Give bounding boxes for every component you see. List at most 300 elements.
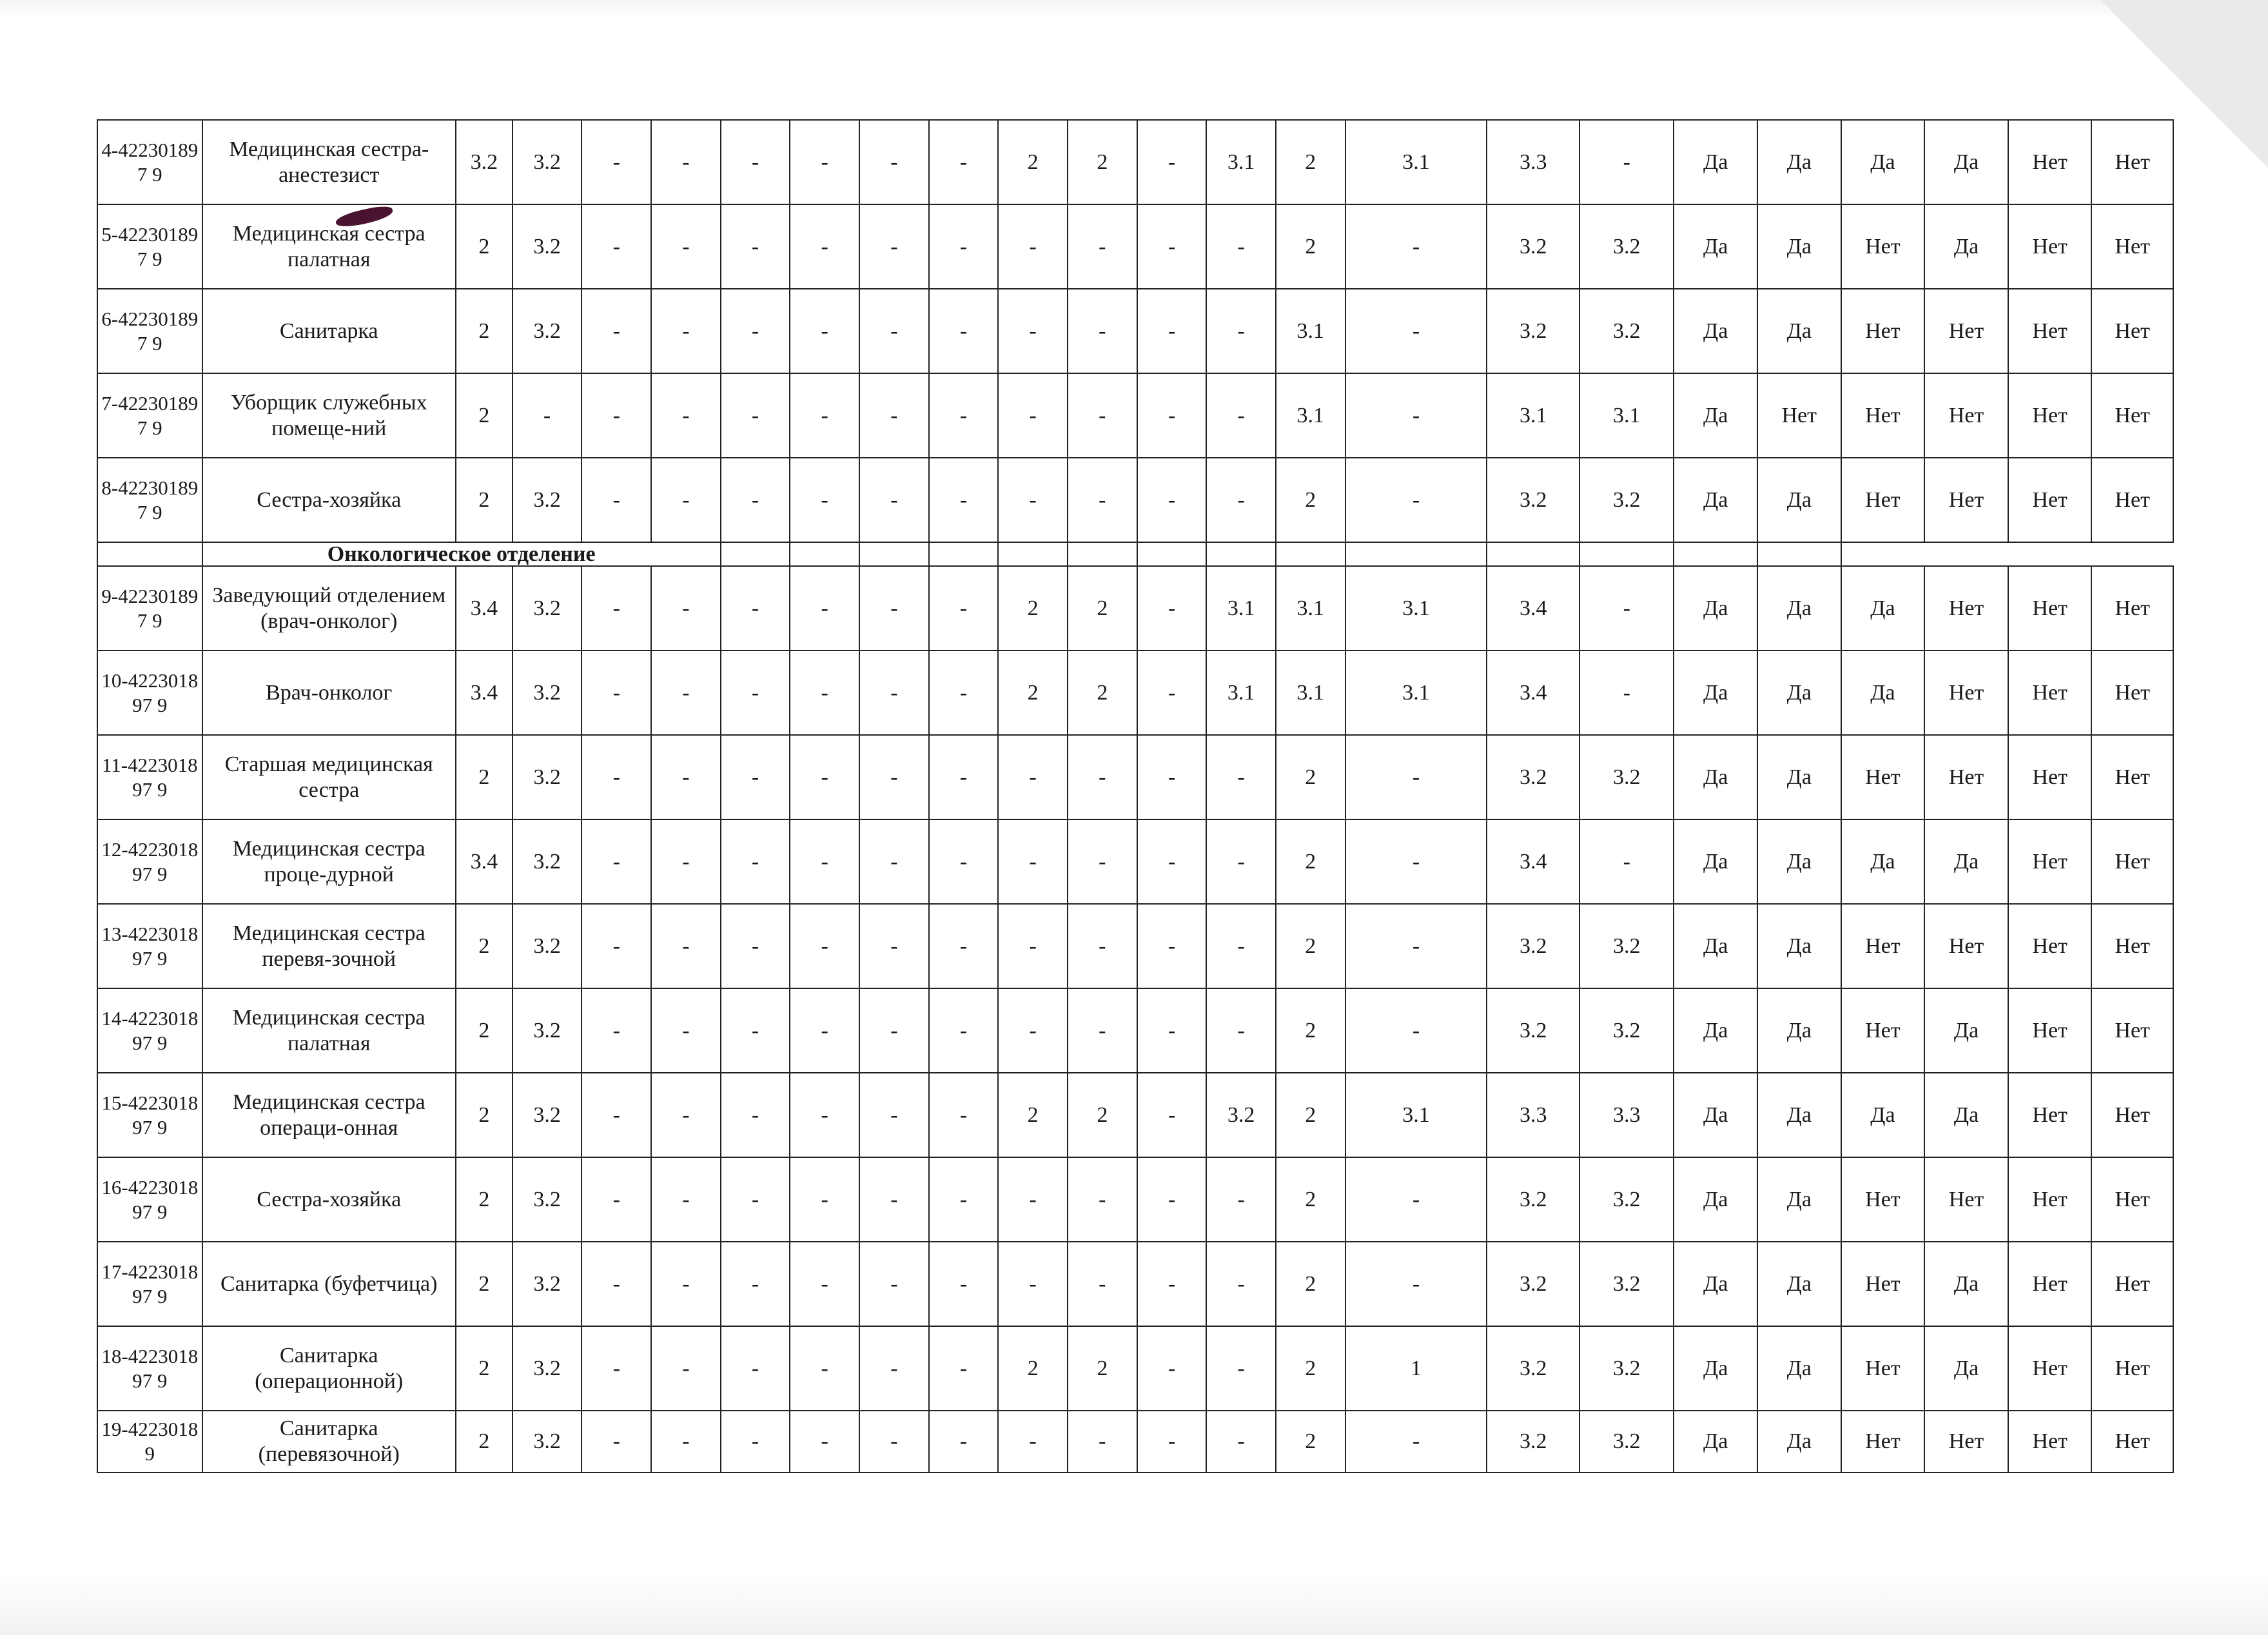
value-cell: - xyxy=(1137,1411,1207,1473)
value-cell: - xyxy=(929,819,999,904)
value-cell: Да xyxy=(1674,120,1757,204)
value-cell: - xyxy=(513,373,582,458)
empty-cell xyxy=(929,542,999,566)
value-cell: - xyxy=(790,458,859,542)
value-cell: - xyxy=(582,204,651,289)
value-cell: - xyxy=(1068,204,1137,289)
table-row xyxy=(97,373,2173,458)
value-cell: Да xyxy=(1757,120,1841,204)
value-cell: - xyxy=(1137,819,1207,904)
value-cell: 2 xyxy=(1068,566,1137,651)
value-cell: - xyxy=(859,819,929,904)
value-cell: - xyxy=(582,1157,651,1242)
value-cell: 3.2 xyxy=(1487,204,1579,289)
value-cell: Да xyxy=(1674,1326,1757,1411)
value-cell: Нет xyxy=(2091,904,2173,988)
value-cell: 3.2 xyxy=(1579,1157,1674,1242)
value-cell: Нет xyxy=(1841,1411,1925,1473)
value-cell: Да xyxy=(1674,988,1757,1073)
value-cell: - xyxy=(1579,651,1674,735)
value-cell: - xyxy=(1137,988,1207,1073)
value-cell: 3.2 xyxy=(513,651,582,735)
value-cell: Нет xyxy=(2091,1242,2173,1326)
value-cell: - xyxy=(1345,1157,1487,1242)
empty-cell xyxy=(1579,542,1674,566)
value-cell: Да xyxy=(1841,819,1925,904)
value-cell: - xyxy=(790,1157,859,1242)
value-cell: Да xyxy=(1674,289,1757,373)
value-cell: - xyxy=(721,988,790,1073)
value-cell: - xyxy=(582,566,651,651)
value-cell: - xyxy=(859,904,929,988)
section-oncology xyxy=(97,542,2173,566)
value-cell: - xyxy=(582,373,651,458)
value-cell: - xyxy=(1068,819,1137,904)
value-cell: - xyxy=(1137,1326,1207,1411)
value-cell: - xyxy=(790,988,859,1073)
value-cell: - xyxy=(1345,988,1487,1073)
value-cell: - xyxy=(859,289,929,373)
value-cell: 2 xyxy=(1276,204,1345,289)
empty-cell xyxy=(1674,542,1757,566)
workplace-code: 8-422301897 9 xyxy=(97,458,202,542)
value-cell: 2 xyxy=(1276,1326,1345,1411)
value-cell: - xyxy=(929,566,999,651)
value-cell: - xyxy=(998,373,1068,458)
value-cell: 3.2 xyxy=(513,120,582,204)
value-cell: - xyxy=(1345,1242,1487,1326)
value-cell: Да xyxy=(1674,566,1757,651)
position-name: Сестра-хозяйка xyxy=(202,458,456,542)
workplace-code: 19-42230189 xyxy=(97,1411,202,1473)
value-cell: Да xyxy=(1757,1411,1841,1473)
value-cell: Да xyxy=(1757,1326,1841,1411)
value-cell: - xyxy=(929,204,999,289)
empty-cell xyxy=(1487,542,1579,566)
value-cell: Да xyxy=(1674,1157,1757,1242)
value-cell: Нет xyxy=(2008,120,2092,204)
value-cell: 3.1 xyxy=(1345,120,1487,204)
value-cell: - xyxy=(998,1157,1068,1242)
value-cell: Нет xyxy=(2091,735,2173,819)
value-cell: - xyxy=(859,204,929,289)
value-cell: Нет xyxy=(2008,204,2092,289)
value-cell: - xyxy=(998,1242,1068,1326)
value-cell: 2 xyxy=(1276,1157,1345,1242)
table-row xyxy=(97,735,2173,819)
value-cell: Нет xyxy=(2091,373,2173,458)
value-cell: - xyxy=(1206,289,1276,373)
value-cell: 3.2 xyxy=(513,904,582,988)
value-cell: Нет xyxy=(1924,651,2008,735)
workplace-code: 5-422301897 9 xyxy=(97,204,202,289)
value-cell: - xyxy=(582,1411,651,1473)
value-cell: 3.2 xyxy=(513,988,582,1073)
empty-cell xyxy=(721,542,790,566)
position-name: Врач-онколог xyxy=(202,651,456,735)
value-cell: 3.4 xyxy=(1487,566,1579,651)
value-cell: 3.2 xyxy=(1487,904,1579,988)
value-cell: Да xyxy=(1674,904,1757,988)
value-cell: Да xyxy=(1757,904,1841,988)
value-cell: 3.2 xyxy=(1579,735,1674,819)
value-cell: 2 xyxy=(998,566,1068,651)
value-cell: - xyxy=(721,735,790,819)
value-cell: - xyxy=(651,651,721,735)
value-cell: - xyxy=(929,988,999,1073)
value-cell: Нет xyxy=(2008,1157,2092,1242)
value-cell: 3.2 xyxy=(1579,1411,1674,1473)
value-cell: Нет xyxy=(2008,1242,2092,1326)
value-cell: - xyxy=(582,1326,651,1411)
value-cell: - xyxy=(929,1242,999,1326)
empty-cell xyxy=(1137,542,1207,566)
value-cell: - xyxy=(1206,1157,1276,1242)
value-cell: 3.1 xyxy=(1345,566,1487,651)
value-cell: - xyxy=(1137,735,1207,819)
value-cell: 3.2 xyxy=(513,819,582,904)
value-cell: 3.2 xyxy=(1487,1411,1579,1473)
table-row xyxy=(97,1073,2173,1157)
value-cell: 3.2 xyxy=(1487,458,1579,542)
workplace-code: 11-422301897 9 xyxy=(97,735,202,819)
value-cell: 2 xyxy=(998,1326,1068,1411)
workplace-code: 17-422301897 9 xyxy=(97,1242,202,1326)
value-cell: Да xyxy=(1924,204,2008,289)
value-cell: Да xyxy=(1674,1411,1757,1473)
position-name: Медицинская сестра перевя-зочной xyxy=(202,904,456,988)
value-cell: Да xyxy=(1757,458,1841,542)
value-cell: Нет xyxy=(1924,735,2008,819)
value-cell: - xyxy=(1345,735,1487,819)
value-cell: - xyxy=(721,1073,790,1157)
value-cell: 3.2 xyxy=(513,458,582,542)
position-name: Санитарка (перевязочной) xyxy=(202,1411,456,1473)
value-cell: - xyxy=(998,458,1068,542)
value-cell: 3.2 xyxy=(1487,1326,1579,1411)
position-name: Уборщик служебных помеще-ний xyxy=(202,373,456,458)
value-cell: 2 xyxy=(998,1073,1068,1157)
value-cell: - xyxy=(721,120,790,204)
table-row xyxy=(97,1411,2173,1473)
value-cell: Да xyxy=(1924,1326,2008,1411)
value-cell: - xyxy=(582,735,651,819)
position-name: Санитарка (буфетчица) xyxy=(202,1242,456,1326)
value-cell: - xyxy=(1068,373,1137,458)
value-cell: 2 xyxy=(456,1411,513,1473)
value-cell: - xyxy=(1206,1411,1276,1473)
value-cell: 2 xyxy=(1276,458,1345,542)
value-cell: - xyxy=(1068,458,1137,542)
value-cell: - xyxy=(929,1157,999,1242)
value-cell: Нет xyxy=(2091,988,2173,1073)
value-cell: Нет xyxy=(1757,373,1841,458)
value-cell: - xyxy=(790,735,859,819)
value-cell: Да xyxy=(1674,735,1757,819)
value-cell: - xyxy=(651,120,721,204)
value-cell: 3.1 xyxy=(1487,373,1579,458)
value-cell: Да xyxy=(1924,1242,2008,1326)
value-cell: Да xyxy=(1841,566,1925,651)
value-cell: Да xyxy=(1757,566,1841,651)
value-cell: 3.2 xyxy=(1487,735,1579,819)
value-cell: - xyxy=(1206,1326,1276,1411)
value-cell: Да xyxy=(1924,819,2008,904)
value-cell: 3.2 xyxy=(513,1242,582,1326)
value-cell: Нет xyxy=(1841,735,1925,819)
value-cell: - xyxy=(1579,120,1674,204)
value-cell: - xyxy=(582,819,651,904)
value-cell: Нет xyxy=(1924,458,2008,542)
value-cell: - xyxy=(998,735,1068,819)
position-name: Медицинская сестра-анестезист xyxy=(202,120,456,204)
value-cell: Да xyxy=(1674,1073,1757,1157)
empty-cell xyxy=(790,542,859,566)
value-cell: - xyxy=(721,1242,790,1326)
value-cell: 3.1 xyxy=(1276,651,1345,735)
value-cell: Да xyxy=(1757,735,1841,819)
table-row xyxy=(97,819,2173,904)
value-cell: Да xyxy=(1674,651,1757,735)
value-cell: 2 xyxy=(1276,988,1345,1073)
empty-cell xyxy=(1068,542,1137,566)
value-cell: - xyxy=(998,204,1068,289)
value-cell: Нет xyxy=(1841,1157,1925,1242)
value-cell: - xyxy=(1206,1242,1276,1326)
value-cell: Нет xyxy=(2008,735,2092,819)
value-cell: Нет xyxy=(2091,819,2173,904)
value-cell: 3.2 xyxy=(513,735,582,819)
value-cell: - xyxy=(1137,458,1207,542)
value-cell: - xyxy=(1068,1411,1137,1473)
workplace-code: 12-422301897 9 xyxy=(97,819,202,904)
value-cell: - xyxy=(859,1326,929,1411)
empty-cell xyxy=(1206,542,1276,566)
value-cell: 3.3 xyxy=(1487,1073,1579,1157)
value-cell: - xyxy=(1345,373,1487,458)
value-cell: - xyxy=(1345,204,1487,289)
value-cell: Нет xyxy=(2008,566,2092,651)
value-cell: - xyxy=(651,1073,721,1157)
value-cell: Да xyxy=(1674,1242,1757,1326)
value-cell: Да xyxy=(1757,1157,1841,1242)
value-cell: - xyxy=(859,458,929,542)
value-cell: - xyxy=(790,120,859,204)
value-cell: - xyxy=(1345,289,1487,373)
value-cell: 2 xyxy=(1068,1073,1137,1157)
value-cell: 2 xyxy=(456,458,513,542)
value-cell: - xyxy=(859,1073,929,1157)
value-cell: Нет xyxy=(2091,289,2173,373)
position-name: Медицинская сестра палатная xyxy=(202,204,456,289)
value-cell: - xyxy=(790,1073,859,1157)
value-cell: - xyxy=(1206,204,1276,289)
value-cell: - xyxy=(790,566,859,651)
value-cell: - xyxy=(929,904,999,988)
value-cell: Нет xyxy=(1924,1411,2008,1473)
value-cell: 3.2 xyxy=(1487,1242,1579,1326)
value-cell: - xyxy=(651,735,721,819)
value-cell: - xyxy=(1137,373,1207,458)
value-cell: 2 xyxy=(1276,1073,1345,1157)
value-cell: - xyxy=(1068,904,1137,988)
position-name: Санитарка (операционной) xyxy=(202,1326,456,1411)
value-cell: - xyxy=(651,204,721,289)
value-cell: Да xyxy=(1924,988,2008,1073)
value-cell: Нет xyxy=(2091,1157,2173,1242)
value-cell: 3.2 xyxy=(513,289,582,373)
value-cell: - xyxy=(929,458,999,542)
value-cell: - xyxy=(859,1242,929,1326)
value-cell: Нет xyxy=(1841,988,1925,1073)
value-cell: Нет xyxy=(1841,373,1925,458)
value-cell: - xyxy=(1206,988,1276,1073)
value-cell: Да xyxy=(1757,204,1841,289)
value-cell: - xyxy=(721,204,790,289)
table-row xyxy=(97,1326,2173,1411)
value-cell: - xyxy=(859,735,929,819)
value-cell: 2 xyxy=(998,651,1068,735)
value-cell: 2 xyxy=(1276,120,1345,204)
position-name: Санитарка xyxy=(202,289,456,373)
value-cell: Да xyxy=(1841,651,1925,735)
value-cell: - xyxy=(1137,204,1207,289)
value-cell: Нет xyxy=(2091,1411,2173,1473)
value-cell: 3.1 xyxy=(1345,651,1487,735)
value-cell: Да xyxy=(1674,819,1757,904)
value-cell: - xyxy=(721,1157,790,1242)
value-cell: - xyxy=(790,1411,859,1473)
value-cell: - xyxy=(582,1242,651,1326)
value-cell: Нет xyxy=(1841,289,1925,373)
value-cell: - xyxy=(1137,289,1207,373)
value-cell: - xyxy=(651,1326,721,1411)
value-cell: Нет xyxy=(2091,458,2173,542)
value-cell: - xyxy=(651,566,721,651)
value-cell: 2 xyxy=(1068,120,1137,204)
value-cell: Нет xyxy=(2008,289,2092,373)
value-cell: 2 xyxy=(456,988,513,1073)
value-cell: Да xyxy=(1757,289,1841,373)
value-cell: 3.2 xyxy=(513,204,582,289)
value-cell: - xyxy=(721,651,790,735)
value-cell: - xyxy=(1137,1242,1207,1326)
value-cell: 3.4 xyxy=(1487,651,1579,735)
value-cell: - xyxy=(1206,373,1276,458)
value-cell: - xyxy=(1345,1411,1487,1473)
value-cell: Да xyxy=(1674,458,1757,542)
value-cell: - xyxy=(651,988,721,1073)
value-cell: 3.3 xyxy=(1579,1073,1674,1157)
table-row xyxy=(97,988,2173,1073)
value-cell: 2 xyxy=(1276,819,1345,904)
value-cell: Нет xyxy=(2091,1073,2173,1157)
value-cell: - xyxy=(651,1242,721,1326)
value-cell: Да xyxy=(1841,120,1925,204)
value-cell: 3.2 xyxy=(456,120,513,204)
value-cell: 2 xyxy=(456,904,513,988)
value-cell: Нет xyxy=(1841,458,1925,542)
workplace-code: 15-422301897 9 xyxy=(97,1073,202,1157)
top-rows xyxy=(97,120,2173,542)
value-cell: 2 xyxy=(456,735,513,819)
value-cell: Да xyxy=(1757,1242,1841,1326)
table-row xyxy=(97,289,2173,373)
value-cell: - xyxy=(721,458,790,542)
value-cell: 3.1 xyxy=(1206,120,1276,204)
value-cell: 3.1 xyxy=(1206,566,1276,651)
value-cell: - xyxy=(1137,1073,1207,1157)
value-cell: - xyxy=(1206,819,1276,904)
value-cell: - xyxy=(790,289,859,373)
value-cell: - xyxy=(1206,904,1276,988)
value-cell: 3.2 xyxy=(1579,904,1674,988)
value-cell: Нет xyxy=(2008,819,2092,904)
value-cell: Нет xyxy=(1924,1157,2008,1242)
value-cell: - xyxy=(1137,904,1207,988)
value-cell: - xyxy=(859,1411,929,1473)
value-cell: 2 xyxy=(456,373,513,458)
position-name: Сестра-хозяйка xyxy=(202,1157,456,1242)
value-cell: 3.4 xyxy=(1487,819,1579,904)
value-cell: Нет xyxy=(2008,1073,2092,1157)
value-cell: - xyxy=(582,651,651,735)
value-cell: - xyxy=(1345,458,1487,542)
value-cell: Нет xyxy=(1924,566,2008,651)
value-cell: - xyxy=(721,904,790,988)
value-cell: - xyxy=(790,1242,859,1326)
value-cell: - xyxy=(1137,120,1207,204)
value-cell: - xyxy=(651,904,721,988)
value-cell: Нет xyxy=(1924,373,2008,458)
value-cell: - xyxy=(790,373,859,458)
workplace-code: 16-422301897 9 xyxy=(97,1157,202,1242)
value-cell: - xyxy=(1137,1157,1207,1242)
value-cell: - xyxy=(651,819,721,904)
workplace-code: 18-422301897 9 xyxy=(97,1326,202,1411)
value-cell: 2 xyxy=(998,120,1068,204)
value-cell: - xyxy=(651,1411,721,1473)
value-cell: 3.2 xyxy=(1487,289,1579,373)
value-cell: - xyxy=(582,988,651,1073)
value-cell: - xyxy=(651,373,721,458)
value-cell: Нет xyxy=(2008,904,2092,988)
value-cell: - xyxy=(929,1411,999,1473)
value-cell: - xyxy=(998,819,1068,904)
table-row xyxy=(97,651,2173,735)
position-name: Медицинская сестра операци-онная xyxy=(202,1073,456,1157)
value-cell: 2 xyxy=(456,204,513,289)
value-cell: - xyxy=(1137,651,1207,735)
value-cell: 3.2 xyxy=(1579,988,1674,1073)
position-name: Заведующий отделением (врач-онколог) xyxy=(202,566,456,651)
value-cell: 3.2 xyxy=(1487,988,1579,1073)
value-cell: - xyxy=(1068,289,1137,373)
value-cell: 3.1 xyxy=(1579,373,1674,458)
value-cell: Нет xyxy=(2091,204,2173,289)
table-row xyxy=(97,566,2173,651)
value-cell: 3.4 xyxy=(456,819,513,904)
value-cell: Нет xyxy=(1924,289,2008,373)
table-row xyxy=(97,204,2173,289)
value-cell: Нет xyxy=(2008,651,2092,735)
value-cell: 3.2 xyxy=(1206,1073,1276,1157)
value-cell: 3.1 xyxy=(1206,651,1276,735)
value-cell: - xyxy=(1068,988,1137,1073)
value-cell: 3.2 xyxy=(513,1073,582,1157)
value-cell: 3.2 xyxy=(1579,1242,1674,1326)
value-cell: 3.2 xyxy=(513,1157,582,1242)
